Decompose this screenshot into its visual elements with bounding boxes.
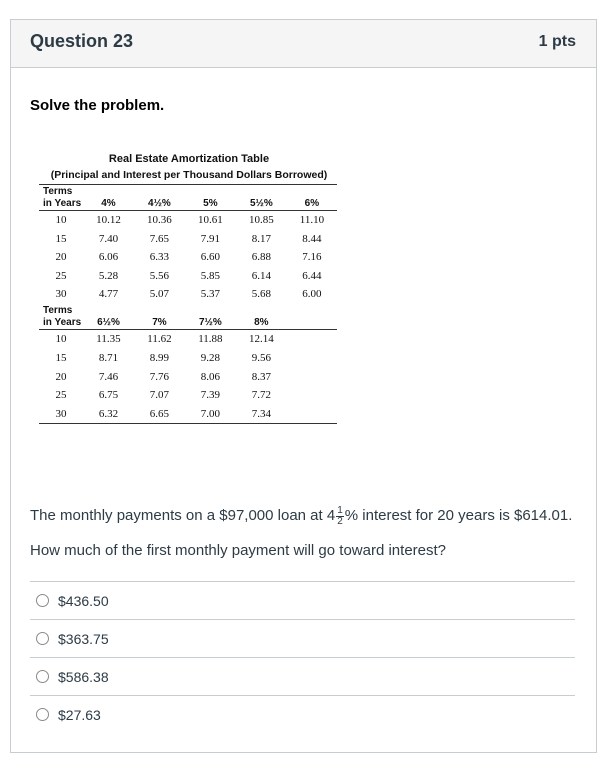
value-cell xyxy=(287,330,337,349)
value-cell: 8.37 xyxy=(251,370,271,383)
value-cell: 11.10 xyxy=(299,214,325,226)
rate-header: 7½% xyxy=(185,304,236,330)
value-cell: 12.14 xyxy=(248,333,274,346)
answer-option[interactable] xyxy=(30,695,575,733)
table-row xyxy=(39,285,337,304)
answer-label: $363.75 xyxy=(58,630,109,647)
value-cell: 6.00 xyxy=(302,288,322,301)
value-cell xyxy=(287,368,337,387)
answer-label: $436.50 xyxy=(58,592,109,609)
term-cell: 15 xyxy=(55,232,67,245)
rate-header: 5½% xyxy=(236,185,287,211)
value-cell: 7.16 xyxy=(302,251,322,264)
value-cell: 5.07 xyxy=(149,288,170,301)
value-cell: 7.39 xyxy=(200,389,220,402)
value-cell: 11.62 xyxy=(147,333,172,346)
value-cell: 7.07 xyxy=(149,389,170,402)
answer-label: $586.38 xyxy=(58,668,109,685)
term-cell: 30 xyxy=(39,405,83,424)
table-row xyxy=(39,211,337,230)
value-cell: 6.65 xyxy=(134,405,185,424)
value-cell: 6.88 xyxy=(251,251,271,264)
radio-button[interactable] xyxy=(36,708,49,721)
value-cell xyxy=(287,349,337,368)
question-title: Question 23 xyxy=(30,31,134,51)
value-cell: 7.72 xyxy=(251,389,271,402)
value-cell: 6.75 xyxy=(98,389,119,402)
value-cell: 5.37 xyxy=(200,288,220,301)
answer-option[interactable] xyxy=(30,657,575,695)
value-cell: 4.77 xyxy=(98,288,119,301)
table-group1-body xyxy=(39,211,337,304)
table-row xyxy=(39,405,337,424)
rate-header: 6½% xyxy=(83,304,134,330)
table-subtitle: (Principal and Interest per Thousand Dollars Borrowed) xyxy=(50,169,328,181)
value-cell: 6.44 xyxy=(302,269,322,282)
rate-header: 4% xyxy=(83,185,134,211)
term-cell: 10 xyxy=(55,333,67,346)
value-cell: 7.46 xyxy=(98,370,119,383)
value-cell: 11.35 xyxy=(96,333,121,346)
answer-label: $27.63 xyxy=(58,706,101,723)
value-cell: 5.85 xyxy=(200,269,220,282)
fraction: $\frac{1}{2}$ xyxy=(337,504,343,527)
table-row xyxy=(39,230,337,249)
value-cell: 8.99 xyxy=(149,352,170,365)
table-row xyxy=(39,368,337,387)
answer-option[interactable] xyxy=(30,581,575,619)
term-cell: 10 xyxy=(55,214,67,226)
rate-header xyxy=(287,304,337,330)
value-cell: 7.91 xyxy=(200,232,220,245)
value-cell: 6.33 xyxy=(149,251,170,264)
value-cell: 11.88 xyxy=(198,333,223,346)
term-cell: 20 xyxy=(55,370,67,383)
value-cell: 7.76 xyxy=(149,370,170,383)
value-cell: 7.34 xyxy=(236,405,287,424)
value-cell: 8.71 xyxy=(98,352,119,365)
table-row xyxy=(39,386,337,405)
rate-header: 4½% xyxy=(134,185,185,211)
table-row xyxy=(39,330,337,349)
value-cell: 10.61 xyxy=(198,214,223,226)
value-cell: 10.85 xyxy=(248,214,274,226)
value-cell: 5.68 xyxy=(251,288,271,301)
question-points: 1 pts xyxy=(538,33,576,50)
table-row xyxy=(39,267,337,286)
value-cell: 8.44 xyxy=(302,232,322,245)
table-group2-body xyxy=(39,330,337,424)
table-title: Real Estate Amortization Table xyxy=(108,153,270,165)
value-cell: 10.12 xyxy=(96,214,121,226)
amortization-table-figure xyxy=(39,151,339,424)
term-cell: 20 xyxy=(55,251,67,264)
term-cell: 25 xyxy=(55,269,67,282)
table-row xyxy=(39,349,337,368)
rate-header: 7% xyxy=(134,304,185,330)
rate-header: 5% xyxy=(185,185,236,211)
value-cell: 6.60 xyxy=(200,251,220,264)
amortization-table xyxy=(39,184,337,424)
value-cell: 6.32 xyxy=(83,405,134,424)
rate-header: 8% xyxy=(236,304,287,330)
value-cell: 9.56 xyxy=(251,352,271,365)
table-row xyxy=(39,248,337,267)
value-cell: 7.40 xyxy=(98,232,119,245)
question-header xyxy=(11,20,596,68)
value-cell: 5.28 xyxy=(98,269,119,282)
value-cell: 6.06 xyxy=(98,251,119,264)
question-text: The monthly payments on a $97,000 loan at 4 $\frac{1}{2}$ % interest for 20 years is $614.01. How much of the first monthly payment will go toward interest? xyxy=(30,504,573,559)
value-cell: 7.00 xyxy=(185,405,236,424)
radio-button[interactable] xyxy=(36,670,49,683)
value-cell xyxy=(287,386,337,405)
value-cell: 9.28 xyxy=(200,352,220,365)
value-cell: 6.14 xyxy=(251,269,271,282)
radio-button[interactable] xyxy=(36,632,49,645)
value-cell: 8.17 xyxy=(251,232,271,245)
value-cell: 10.36 xyxy=(147,214,172,226)
rate-header: 6% xyxy=(287,185,337,211)
term-header: Terms in Years xyxy=(39,185,83,211)
radio-button[interactable] xyxy=(36,594,49,607)
value-cell: 8.06 xyxy=(200,370,220,383)
question-card xyxy=(10,19,597,753)
answer-list xyxy=(30,581,575,733)
question-prompt: Solve the problem. xyxy=(30,97,165,114)
value-cell: 7.65 xyxy=(149,232,170,245)
value-cell: 5.56 xyxy=(149,269,170,282)
answer-option[interactable] xyxy=(30,619,575,657)
term-cell: 15 xyxy=(55,352,67,365)
term-cell: 30 xyxy=(55,288,67,301)
term-cell: 25 xyxy=(55,389,67,402)
term-header: Terms in Years xyxy=(39,304,83,330)
value-cell xyxy=(287,405,337,424)
